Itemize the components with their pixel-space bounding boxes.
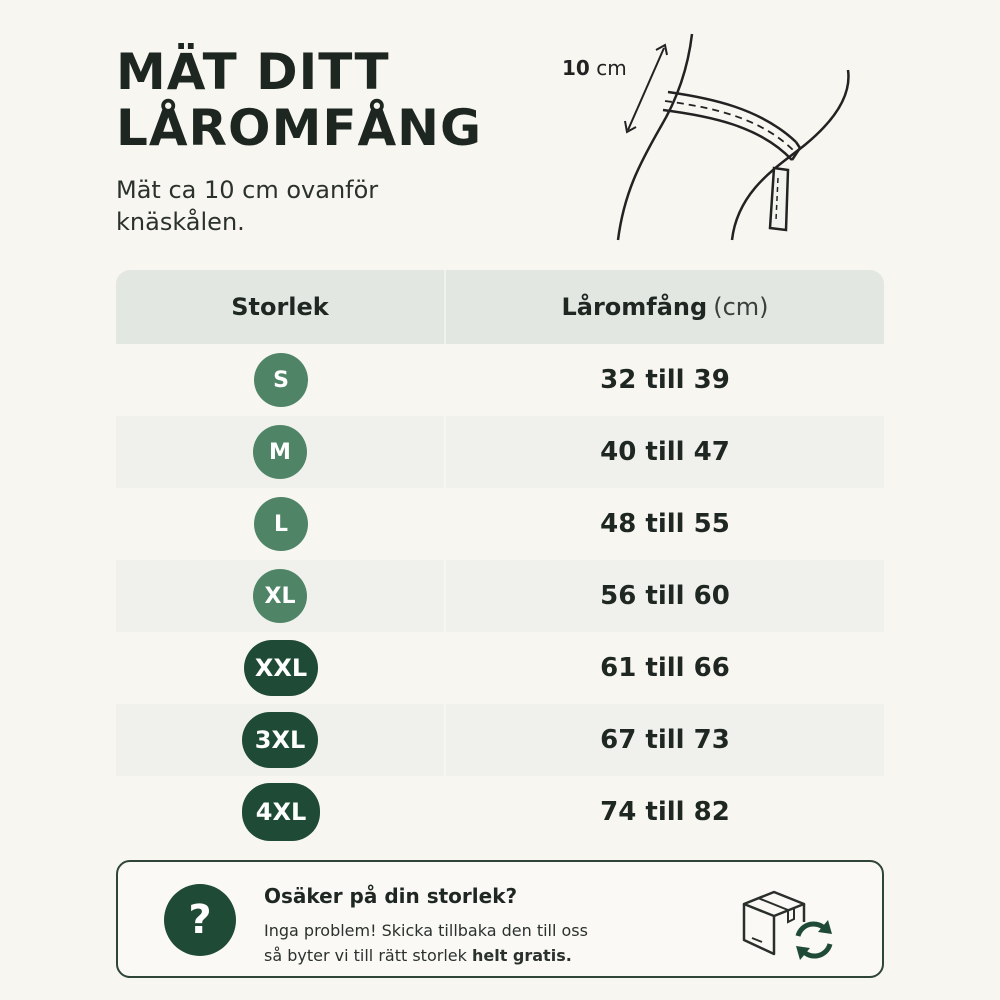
header-measure-unit: (cm) — [713, 293, 769, 321]
page-title — [116, 44, 482, 156]
table-row — [116, 776, 884, 848]
size-badge: L — [254, 497, 308, 551]
size-badge: S — [254, 353, 308, 407]
table-row — [116, 344, 884, 416]
size-table — [116, 270, 884, 848]
info-text-line-2 — [264, 943, 704, 968]
range-value: 67 till 73 — [600, 725, 730, 755]
range-value: 32 till 39 — [600, 365, 730, 395]
range-value: 48 till 55 — [600, 509, 730, 539]
size-badge: 3XL — [242, 712, 318, 768]
range-value: 56 till 60 — [600, 581, 730, 611]
table-header — [116, 270, 884, 344]
question-icon: ? — [164, 884, 236, 956]
info-text-line-1: Inga problem! Skicka tillbaka den till oss — [264, 921, 588, 940]
table-row — [116, 632, 884, 704]
header-cell-size — [116, 270, 446, 344]
info-text — [264, 918, 704, 968]
title-line-2: LÅROMFÅNG — [116, 99, 483, 157]
header-size-label: Storlek — [231, 293, 329, 321]
title-line-1: MÄT DITT — [116, 43, 390, 101]
size-badge: XL — [253, 569, 307, 623]
measure-unit: cm — [596, 56, 627, 80]
measure-value: 10 — [562, 56, 590, 80]
range-value: 40 till 47 — [600, 437, 730, 467]
size-badge: XXL — [244, 640, 318, 696]
exchange-info-box — [116, 860, 884, 978]
size-badge: M — [253, 425, 307, 479]
box-exchange-icon — [738, 882, 838, 962]
table-row — [116, 488, 884, 560]
size-badge: 4XL — [242, 783, 320, 841]
thigh-measure-illustration — [560, 28, 860, 248]
table-row — [116, 560, 884, 632]
page-subtitle: Mät ca 10 cm ovanför knäskålen. — [116, 176, 379, 236]
table-row — [116, 416, 884, 488]
range-value: 74 till 82 — [600, 797, 730, 827]
info-text-line-2-plain: så byter vi till rätt storlek — [264, 946, 467, 965]
info-text-bold: helt gratis. — [471, 946, 572, 965]
header-measure-label: Låromfång — [561, 293, 708, 321]
table-row — [116, 704, 884, 776]
range-value: 61 till 66 — [600, 653, 730, 683]
header-cell-measure — [446, 270, 884, 344]
info-title: Osäker på din storlek? — [264, 884, 518, 908]
